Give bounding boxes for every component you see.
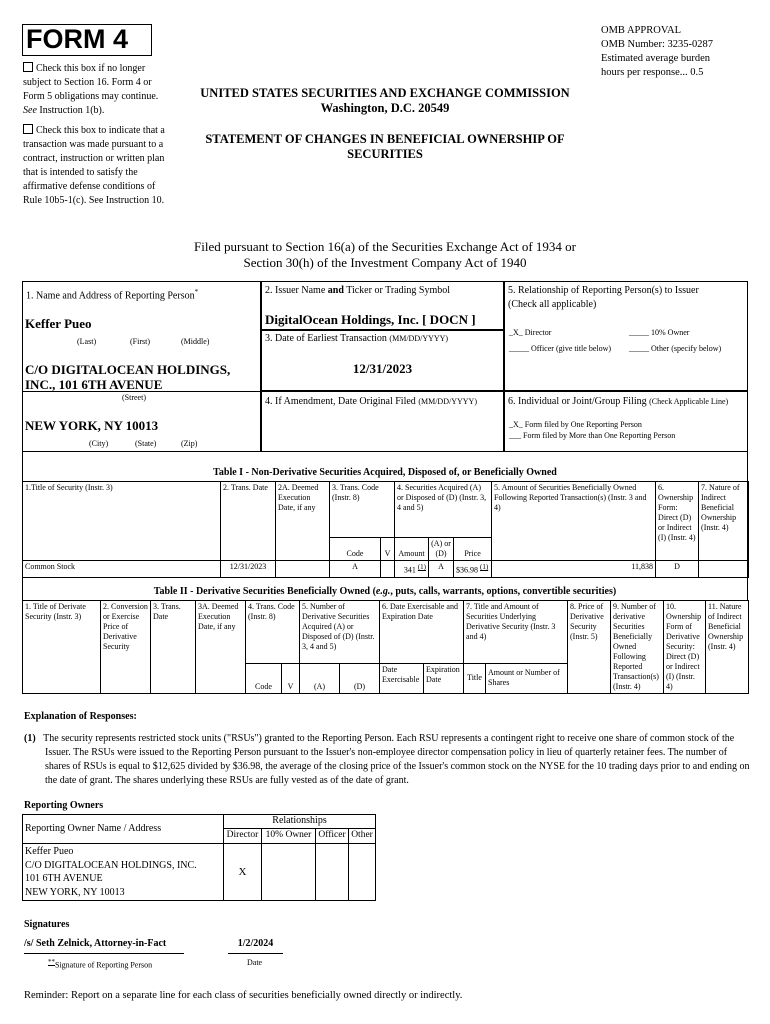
date-label: Date (247, 958, 263, 967)
issuer-name: DigitalOcean Holdings, Inc. [ DOCN ] (265, 312, 476, 327)
table2-title: Table II - Derivative Securities Beneficially Owned (e.g., puts, calls, warrants, options, convertible securities) (153, 586, 617, 597)
box1-reporting-person: 1. Name and Address of Reporting Person* Keffer Pueo (Last) (First) (Middle) C/O DIGITALOCEAN HOLDINGS, INC., 101 6TH AVENUE (Street) NEW YORK, NY 10013 (City) (State) (Zip) (22, 281, 261, 452)
box1-divider (22, 391, 261, 392)
officer-option[interactable]: _____ Officer (give title below) (509, 344, 612, 353)
reporting-owners-heading: Reporting Owners (24, 800, 104, 811)
table2: 1. Title of Derivate Security (Instr. 3) 2. Conversion or Exercise Price of Derivative Security 3. Trans. Date 3A. Deemed Execution Date, if any 4. Trans. Code (Instr. 8) 5. Number of Derivative Securities Acquired (A) or Disposed of (D) (Instr. 3, 4 and 5) 6. Date Exercisable and Expiration Date 7. Title and Amount of Securities Underlying Derivative Security (Instr. 3 and 4) 8. Price of Derivative Security (Instr. 5) 9. Number of derivative Securities Beneficially Owned Following Reported Transaction(s) (Instr. 4) 10. Ownership Form of Derivative Security: Direct (D) or Indirect (I) (Instr. 4) 11. Nature of Indirect Beneficial Ownership (Instr. 4) Code V (A) (D) Date Exercisable Expiration Date Title Amount or Number of Shares (22, 600, 749, 694)
footnote-1: (1) The security represents restricted stock units ("RSUs") granted to the Reporting Person. Each RSU represents a contingent right to receive one share of common stock of the Issuer. The RSUs were issued to the Reporting Person pursuant to the Issuer's non-employee director compensation policy in lieu of quarterly retainer fees. The number of shares of RSUs is equal to $12,625 divided by $36.98, the average of the closing price of the Issuer's common stock on the NYSE for the 10 trading days prior to and ending on the date of grant. The shares underlying these RSUs are fully vested as of the date of grant. (24, 733, 750, 786)
signature-date: 1/2/2024 (228, 938, 283, 954)
box4-amendment: 4. If Amendment, Date Original Filed (MM/DD/YYYY) (261, 391, 504, 452)
footnote-link[interactable]: (1) (480, 563, 489, 571)
signature-value: /s/ Seth Zelnick, Attorney-in-Fact (24, 938, 184, 954)
signatures-heading: Signatures (24, 919, 70, 930)
explanation-of-responses: Explanation of Responses: (1) The security represents restricted stock units ("RSUs") granted to the Reporting Person. Each RSU represents a contingent right to receive one share of common stock of the Issuer. The RSUs were issued to the Reporting Person pursuant to the Issuer's non-employee director compensation policy in lieu of quarterly retainer fees. The number of shares of RSUs is equal to $12,625 divided by $36.98, the average of the closing price of the Issuer's common stock on the NYSE for the 10 trading days prior to and ending on the date of grant. The shares underlying these RSUs are fully vested as of the date of grant. (24, 710, 754, 788)
box2-issuer: 2. Issuer Name and Ticker or Trading Symbol DigitalOcean Holdings, Inc. [ DOCN ] (261, 281, 504, 330)
section16-checkbox-block: Check this box if no longer subject to Section 16. Form 4 or Form 5 obligations may continue. See Instruction 1(b). (23, 63, 159, 116)
earliest-transaction-date: 12/31/2023 (352, 361, 413, 376)
reporting-person-street: C/O DIGITALOCEAN HOLDINGS, INC., 101 6TH AVENUE (25, 362, 231, 392)
director-option[interactable]: _X_ Director (509, 328, 552, 337)
reporting-person-name: Keffer Pueo (25, 316, 92, 331)
table1: 1.Title of Security (Instr. 3) 2. Trans. Date 2A. Deemed Execution Date, if any 3. Trans. Code (Instr. 8) 4. Securities Acquired (A) or Disposed of (D) (Instr. 3, 4 and 5) 5. Amount of Securities Beneficially Owned Following Reported Transaction(s) (Instr. 3 and 4) 6. Ownership Form: Direct (D) or Indirect (I) (Instr. 4) 7. Nature of Indirect Beneficial Ownership (Instr. 4) Code V Amount (A) or (D) Price Common Stock 12/31/2023 A 341 $^{(1)}$ A $36.98 $^{(1)}$ 11,838 D (22, 481, 749, 578)
reminder-text: Reminder: Report on a separate line for each class of securities beneficially owned directly or indirectly. (24, 990, 463, 1001)
rule10b5-checkbox[interactable] (23, 124, 33, 134)
rule10b5-checkbox-block: Check this box to indicate that a transaction was made pursuant to a contract, instruction or written plan that is intended to satisfy the affirmative defense conditions of Rule 10b5-1(c). See Instruction 10. (23, 125, 165, 206)
one-person-option[interactable]: _X_ Form filed by One Reporting Person (509, 420, 642, 429)
section16-checkbox[interactable] (23, 62, 33, 72)
signature-label: **Signature of Reporting Person (48, 958, 153, 970)
table-row: Common Stock 12/31/2023 A 341 $^{(1)}$ A $36.98 $^{(1)}$ 11,838 D (23, 561, 749, 578)
reporting-owners-table: Reporting Owner Name / Address Relationships Director 10% Owner Officer Other Keffer Pueo C/O DIGITALOCEAN HOLDINGS, INC. 101 6TH AVENUE NEW YORK, NY 10013 X (22, 814, 376, 901)
more-persons-option[interactable]: ___ Form filed by More than One Reporting Person (509, 431, 676, 440)
other-option[interactable]: _____ Other (specify below) (629, 344, 722, 353)
statement-title: STATEMENT OF CHANGES IN BENEFICIAL OWNERSHIP OF SECURITIES (205, 132, 565, 161)
omb-approval: OMB APPROVAL OMB Number: 3235-0287 Estimated average burden hours per response... 0.5 (601, 25, 713, 78)
agency-name: UNITED STATES SECURITIES AND EXCHANGE COMMISSION Washington, D.C. 20549 (200, 86, 570, 115)
table-row: Keffer Pueo C/O DIGITALOCEAN HOLDINGS, INC. 101 6TH AVENUE NEW YORK, NY 10013 X (23, 844, 376, 901)
ten-pct-owner-option[interactable]: _____ 10% Owner (629, 328, 690, 337)
box5-relationship: 5. Relationship of Reporting Person(s) to Issuer (Check all applicable) _X_ Director _____ 10% Owner _____ Officer (give title below) _____ Other (specify below) (504, 281, 748, 391)
footnote-link[interactable]: (1) (417, 563, 427, 571)
form-title: FORM 4 (22, 24, 152, 56)
reporting-person-city: NEW YORK, NY 10013 (25, 418, 159, 433)
box3-earliest-date: 3. Date of Earliest Transaction (MM/DD/YYYY) 12/31/2023 (261, 330, 504, 391)
filed-pursuant: Filed pursuant to Section 16(a) of the Securities Exchange Act of 1934 or Section 30(h) of the Investment Company Act of 1940 (194, 239, 576, 270)
box6-filing: 6. Individual or Joint/Group Filing (Check Applicable Line) _X_ Form filed by One Reporting Person ___ Form filed by More than One Reporting Person (504, 391, 748, 452)
table1-title: Table I - Non-Derivative Securities Acquired, Disposed of, or Beneficially Owned (213, 467, 557, 478)
